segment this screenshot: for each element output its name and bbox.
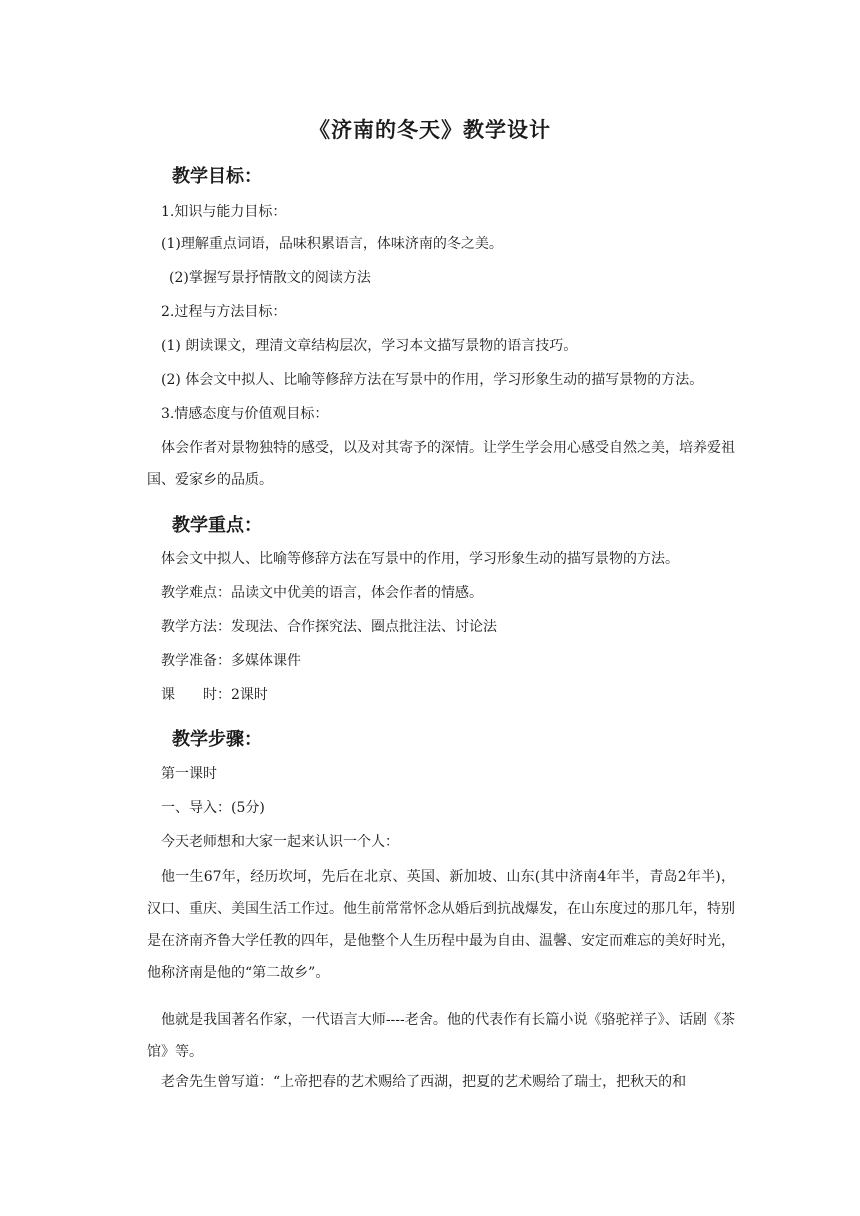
hours-text: 课 时：2课时 <box>161 687 268 703</box>
goal-2-label: 2.过程与方法目标： <box>161 304 287 320</box>
goal-1a-text: (1)理解重点词语，品味积累语言，体味济南的冬之美。 <box>161 236 503 252</box>
steps-heading: 教学步骤： <box>172 729 262 750</box>
page-title: 《济南的冬天》教学设计 <box>309 117 551 142</box>
intro-paragraph-4: 老舍先生曾写道：“上帝把春的艺术赐给了西湖，把夏的艺术赐给了瑞士，把秋天的和 <box>161 1074 687 1090</box>
key-point-text: 体会文中拟人、比喻等修辞方法在写景中的作用，学习形象生动的描写景物的方法。 <box>161 551 679 567</box>
goal-1b-text: (2)掌握写景抒情散文的阅读方法 <box>169 270 371 286</box>
difficulty-text: 教学难点：品读文中优美的语言，体会作者的情感。 <box>161 585 483 601</box>
intro-paragraph-3: 他就是我国著名作家，一代语言大师----老舍。他的代表作有长篇小说《骆驼祥子》、话剧《茶馆》等。 <box>147 1012 735 1060</box>
intro-paragraph-2: 他一生67年，经历坎坷，先后在北京、英国、新加坡、山东(其中济南4年半，青岛2年半)，汉口、重庆、美国生活工作过。他生前常常怀念从婚后到抗战爆发，在山东度过的那几年，特别是在济南齐鲁大学任教的四年，是他整个人生历程中最为自由、温馨、安定而难忘的美好时光，他称济南是他的“第二故乡”。 <box>147 869 735 981</box>
intro-label: 一、导入：(5分) <box>161 800 265 816</box>
goal-1-label: 1.知识与能力目标： <box>161 204 287 220</box>
goals-heading: 教学目标： <box>172 166 262 187</box>
goal-3a-text: 体会作者对景物独特的感受，以及对其寄予的深情。让学生学会用心感受自然之美，培养爱祖国、爱家乡的品质。 <box>147 440 735 488</box>
intro-paragraph-1: 今天老师想和大家一起来认识一个人： <box>161 834 399 850</box>
goal-2b-text: (2) 体会文中拟人、比喻等修辞方法在写景中的作用，学习形象生动的描写景物的方法。 <box>161 372 704 388</box>
prep-text: 教学准备：多媒体课件 <box>161 653 301 669</box>
goal-2a-text: (1) 朗读课文，理清文章结构层次，学习本文描写景物的语言技巧。 <box>161 338 578 354</box>
lesson-label: 第一课时 <box>161 766 217 782</box>
methods-text: 教学方法：发现法、合作探究法、圈点批注法、讨论法 <box>161 619 497 635</box>
goal-3-label: 3.情感态度与价值观目标： <box>161 406 329 422</box>
key-heading: 教学重点： <box>172 515 262 536</box>
